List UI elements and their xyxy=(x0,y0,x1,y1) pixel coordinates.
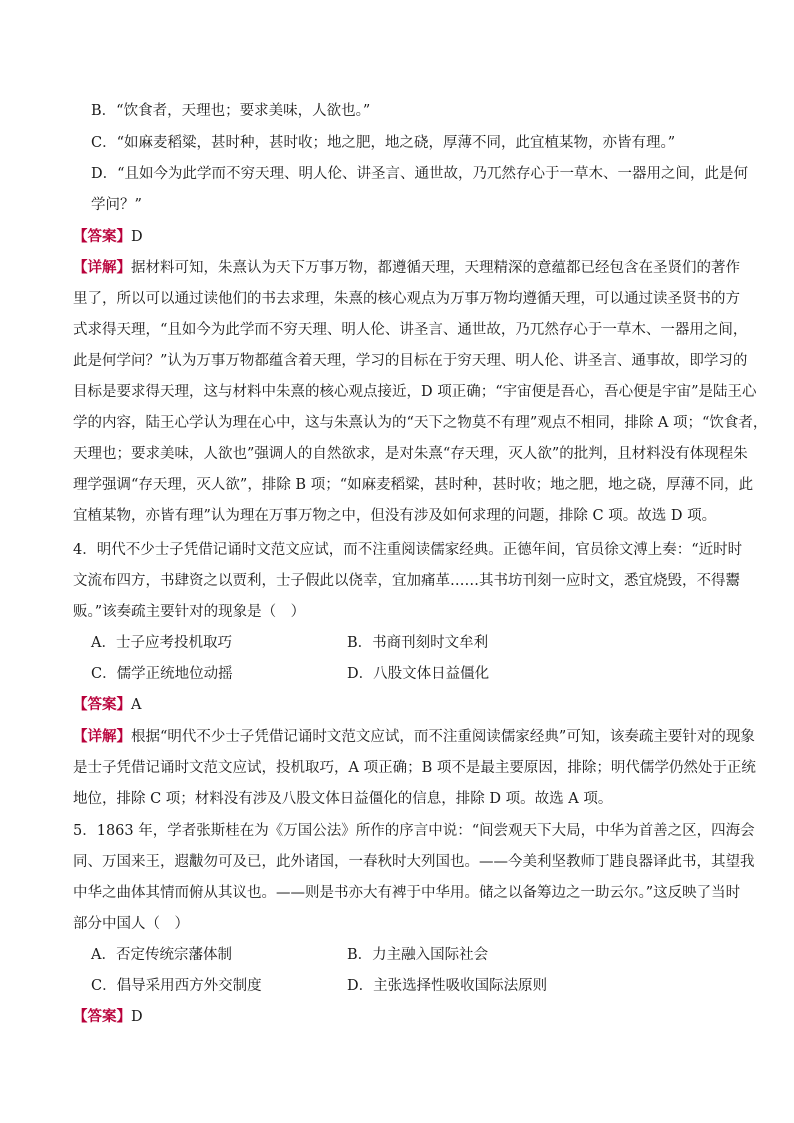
q4-option-b: B．书商刊刻时文牟利 xyxy=(347,635,489,651)
q3-option-c: C．“如麻麦稻粱，甚时种，甚时收；地之肥，地之硗，厚薄不同，此宜植某物，亦皆有理。” xyxy=(91,135,676,151)
answer-value: A xyxy=(131,697,142,713)
q5-stem-line4: 部分中国人（ ） xyxy=(73,916,189,932)
explanation-tag: 【详解】 xyxy=(73,259,131,276)
answer-tag: 【答案】 xyxy=(73,696,131,713)
q3-explanation-line1: 【详解】据材料可知，朱熹认为天下万事万物，都遵循天理，天理精深的意蕴都已经包含在圣贤们的著作 xyxy=(73,259,740,276)
q5-stem-line2: 同、万国来王，遐黻勿可及已，此外诸国，一春秋时大列国也。——今美利坚教师丁韪良器译此书，其望我 xyxy=(73,854,755,870)
q4-option-a: A．士子应考投机取巧 xyxy=(91,635,232,651)
q4-explanation-line2: 是士子凭借记诵时文范文应试，投机取巧，A 项正确；B 项不是最主要原因，排除；明代儒学仍然处于正统 xyxy=(73,760,756,776)
q3-explanation-line4: 此是何学问？”认为万事万物都蕴含着天理，学习的目标在于穷天理、明人伦、讲圣言、通事故，即学习的 xyxy=(73,353,748,369)
q4-answer xyxy=(73,695,723,715)
answer-value: D xyxy=(131,1009,143,1025)
q4-stem-line3: 贩。”该奏疏主要针对的现象是（ ） xyxy=(73,604,306,620)
answer-tag: 【答案】 xyxy=(73,228,131,245)
q3-option-b: B．“饮食者，天理也；要求美味，人欲也。” xyxy=(91,103,371,119)
q5-option-b: B．力主融入国际社会 xyxy=(347,947,489,963)
q5-stem-line3: 中华之曲体其情而俯从其议也。——则是书亦大有裨于中华用。储之以备筹边之一助云尔。”这反映了当时 xyxy=(73,885,741,901)
q5-stem-line1: 5．1863 年，学者张斯桂在为《万国公法》所作的序言中说：“间尝观天下大局，中华为首善之区，四海会 xyxy=(73,823,755,839)
q4-option-c: C．儒学正统地位动摇 xyxy=(91,666,233,682)
explanation-tag: 【详解】 xyxy=(73,728,131,745)
q4-explanation-line3: 地位，排除 C 项；材料没有涉及八股文体日益僵化的信息，排除 D 项。故选 A 项。 xyxy=(73,791,613,807)
answer-tag: 【答案】 xyxy=(73,1008,131,1025)
answer-value: D xyxy=(131,229,143,245)
q5-option-a: A．否定传统宗藩体制 xyxy=(91,947,232,963)
q5-option-c: C．倡导采用西方外交制度 xyxy=(91,978,262,994)
q3-explanation-line5: 目标是要求得天理，这与材料中朱熹的核心观点接近，D 项正确；“宇宙便是吾心，吾心便是宇宙”是陆王心 xyxy=(73,384,757,400)
q5-answer xyxy=(73,1007,723,1027)
q3-explanation-line9: 宜植某物，亦皆有理”认为理在万事万物之中，但没有涉及如何求理的问题，排除 C 项。故选 D 项。 xyxy=(73,508,717,524)
q3-explanation-line6: 学的内容，陆王心学认为理在心中，这与朱熹认为的“天下之物莫不有理”观点不相同，排除 A 项；“饮食者， xyxy=(73,415,768,431)
q4-explanation-line1: 【详解】根据“明代不少士子凭借记诵时文范文应试，而不注重阅读儒家经典”可知，该奏疏主要针对的现象 xyxy=(73,728,755,745)
q3-option-d-line1: D．“且如今为此学而不穷天理、明人伦、讲圣言、通世故，乃兀然存心于一草木、一器用之间，此是何 xyxy=(91,166,749,182)
q3-explanation-line2: 里了，所以可以通过读他们的书去求理，朱熹的核心观点为万事万物均遵循天理，可以通过读圣贤书的方 xyxy=(73,291,740,307)
q3-explanation-line8: 理学强调“存天理，灭人欲”，排除 B 项；“如麻麦稻粱，甚时种，甚时收；地之肥，地之硗，厚薄不同，此 xyxy=(73,477,754,493)
q5-option-d: D．主张选择性吸收国际法原则 xyxy=(347,978,548,994)
q3-option-d-line2: 学问？” xyxy=(91,197,142,213)
q4-stem-line2: 文流布四方，书肆资之以贾利，士子假此以侥幸，宜加痛革……其书坊刊刻一应时文，悉宜烧毁，不得鬻 xyxy=(73,573,740,589)
q4-option-d: D．八股文体日益僵化 xyxy=(347,666,490,682)
q3-answer xyxy=(73,227,723,247)
q3-explanation-line7: 天理也；要求美味，人欲也”强调人的自然欲求，是对朱熹“存天理，灭人欲”的批判，且材料没有体现程朱 xyxy=(73,446,748,462)
q3-explanation-line3: 式求得天理，“且如今为此学而不穷天理、明人伦、讲圣言、通世故，乃兀然存心于一草木、一器用之间， xyxy=(73,322,748,338)
q4-stem-line1: 4．明代不少士子凭借记诵时文范文应试，而不注重阅读儒家经典。正德年间，官员徐文溥上奏：“近时时 xyxy=(73,542,743,558)
